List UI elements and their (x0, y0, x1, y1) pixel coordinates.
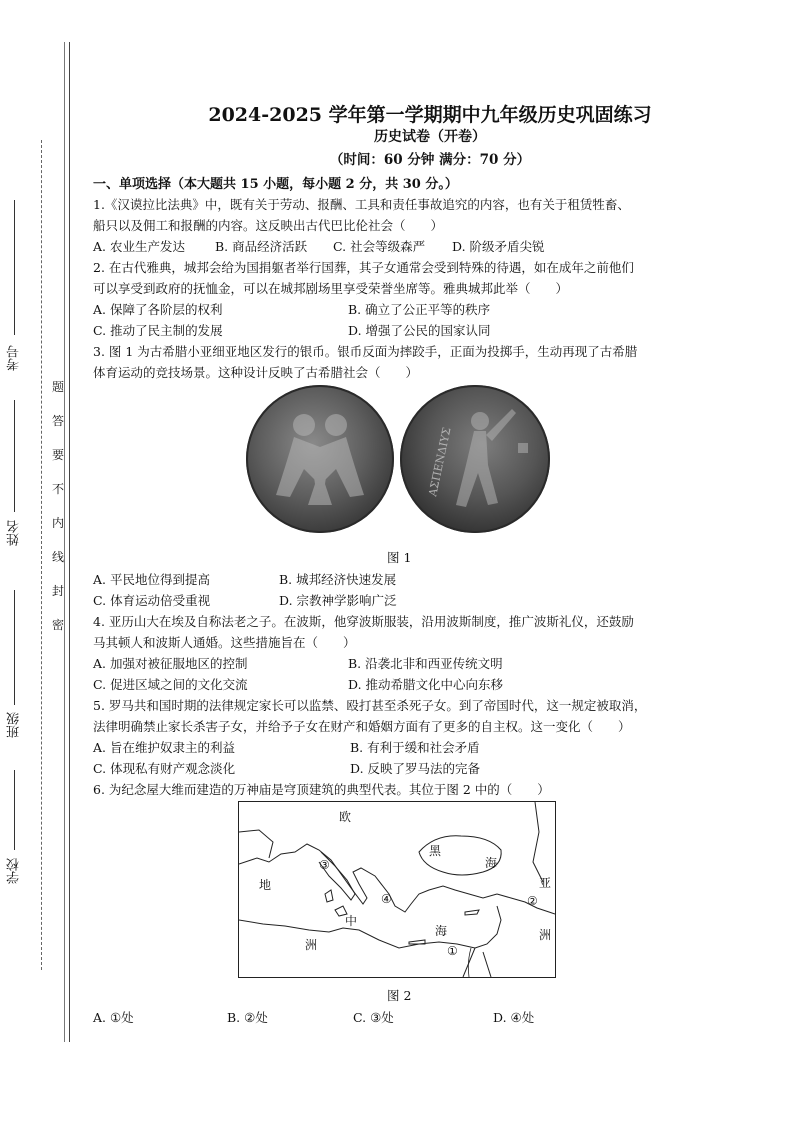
option-d[interactable]: D. 反映了罗马法的完备 (350, 761, 481, 776)
seal-char: 答 (52, 414, 65, 428)
option-c[interactable]: C. ③处 (353, 1010, 394, 1025)
map-label-continent: 洲 (539, 928, 552, 942)
option-b[interactable]: B. ②处 (227, 1010, 268, 1025)
label-class: 班级 (7, 712, 22, 738)
figure-1-caption: 图 1 (387, 550, 412, 565)
school-fill-line[interactable] (14, 770, 15, 850)
slinger-relief (400, 385, 550, 533)
map-marker-2[interactable]: ② (527, 894, 538, 908)
option-b[interactable]: B. 沿袭北非和西亚传统文明 (348, 656, 503, 671)
option-a[interactable]: A. 旨在维护奴隶主的利益 (93, 740, 235, 755)
option-c[interactable]: C. 促进区域之间的文化交流 (93, 677, 248, 692)
question-text: 法律明确禁止家长杀害子女，并给予子女在财产和婚姻方面有了更多的自主权。这一变化（ ） (93, 719, 631, 734)
map-label-europe: 欧 (339, 810, 352, 824)
question-text: 3. 图 1 为古希腊小亚细亚地区发行的银币。银币反面为摔跤手，正面为投掷手，生动再现了古希腊 (93, 344, 638, 359)
seal-char: 密 (52, 618, 65, 632)
map-figure (238, 801, 556, 978)
time-info: （时间：60 分钟 满分：70 分） (329, 152, 531, 168)
seal-char: 封 (52, 584, 65, 598)
question-text: 5. 罗马共和国时期的法律规定家长可以监禁、殴打甚至杀死子女。到了帝国时代，这一规定被取消， (93, 698, 647, 713)
coin-slinger-image (400, 385, 550, 533)
map-marker-4[interactable]: ④ (381, 892, 392, 906)
page-title: 2024-2025 学年第一学期期中九年级历史巩固练习 (208, 104, 652, 126)
option-c[interactable]: C. 社会等级森严 (333, 239, 426, 254)
page-subtitle: 历史试卷（开卷） (374, 129, 486, 145)
seal-char: 不 (52, 482, 65, 496)
margin-double-line (64, 42, 65, 1042)
seal-char: 要 (52, 448, 65, 462)
coin-inscription: ΑΣΠΕΝΔΙΥΣ (426, 426, 454, 498)
map-label-zhou: 洲 (305, 938, 318, 952)
option-b[interactable]: B. 商品经济活跃 (215, 239, 308, 254)
option-a[interactable]: A. 加强对被征服地区的控制 (93, 656, 248, 671)
seal-char: 线 (52, 550, 65, 564)
map-label-hai: 海 (435, 924, 448, 938)
option-a[interactable]: A. 平民地位得到提高 (93, 572, 210, 587)
option-d[interactable]: D. ④处 (493, 1010, 535, 1025)
coin-wrestlers-image (246, 385, 394, 533)
question-text: 6. 为纪念屋大维而建造的万神庙是穹顶建筑的典型代表。其位于图 2 中的（ ） (93, 782, 550, 797)
option-a[interactable]: A. 保障了各阶层的权利 (93, 302, 223, 317)
map-label-di: 地 (259, 878, 272, 892)
option-d[interactable]: D. 增强了公民的国家认同 (348, 323, 491, 338)
map-label-black: 黑 (429, 844, 442, 858)
option-c[interactable]: C. 体现私有财产观念淡化 (93, 761, 236, 776)
map-label-sea: 海 (485, 856, 498, 870)
option-c[interactable]: C. 推动了民主制的发展 (93, 323, 223, 338)
option-d[interactable]: D. 阶级矛盾尖锐 (452, 239, 545, 254)
section-heading: 一、单项选择（本大题共 15 小题，每小题 2 分，共 30 分。） (93, 177, 458, 192)
seal-char: 题 (52, 380, 65, 394)
option-d[interactable]: D. 推动希腊文化中心向东移 (348, 677, 504, 692)
option-b[interactable]: B. 城邦经济快速发展 (279, 572, 397, 587)
seal-char: 内 (52, 516, 65, 530)
margin-double-line-2 (69, 42, 70, 1042)
map-marker-1[interactable]: ① (447, 944, 458, 958)
map-label-zhong: 中 (345, 914, 358, 928)
option-c[interactable]: C. 体育运动倍受重视 (93, 593, 211, 608)
label-name: 姓名 (7, 520, 22, 546)
map-marker-3[interactable]: ③ (319, 858, 330, 872)
option-b[interactable]: B. 确立了公正平等的秩序 (348, 302, 491, 317)
label-school: 学校 (7, 858, 22, 884)
name-fill-line[interactable] (14, 400, 15, 512)
question-text: 1.《汉谟拉比法典》中，既有关于劳动、报酬、工具和责任事故追究的内容，也有关于租赁牲畜、 (93, 197, 630, 212)
wrestlers-relief (246, 385, 394, 533)
option-d[interactable]: D. 宗教神学影响广泛 (279, 593, 397, 608)
class-fill-line[interactable] (14, 590, 15, 705)
margin-dashed-line (41, 140, 42, 970)
question-text: 2. 在古代雅典，城邦会给为国捐躯者举行国葬，其子女通常会受到特殊的待遇，如在成年之前他们 (93, 260, 634, 275)
figure-2-caption: 图 2 (387, 988, 412, 1003)
question-text: 船只以及佣工和报酬的内容。这反映出古代巴比伦社会（ ） (93, 218, 444, 233)
label-exam-number: 考号 (7, 345, 22, 371)
mediterranean-map (239, 802, 555, 977)
option-a[interactable]: A. 农业生产发达 (93, 239, 185, 254)
option-b[interactable]: B. 有利于缓和社会矛盾 (350, 740, 480, 755)
question-text: 体育运动的竞技场景。这种设计反映了古希腊社会（ ） (93, 365, 419, 380)
exam-number-fill-line[interactable] (14, 200, 15, 335)
map-label-asia: 亚 (539, 876, 552, 890)
question-text: 可以享受到政府的抚恤金，可以在城邦剧场里享受荣誉坐席等。雅典城邦此举（ ） (93, 281, 569, 296)
question-text: 马其顿人和波斯人通婚。这些措施旨在（ ） (93, 635, 356, 650)
option-a[interactable]: A. ①处 (93, 1010, 134, 1025)
question-text: 4. 亚历山大在埃及自称法老之子。在波斯，他穿波斯服装，沿用波斯制度，推广波斯礼仪，还鼓励 (93, 614, 634, 629)
